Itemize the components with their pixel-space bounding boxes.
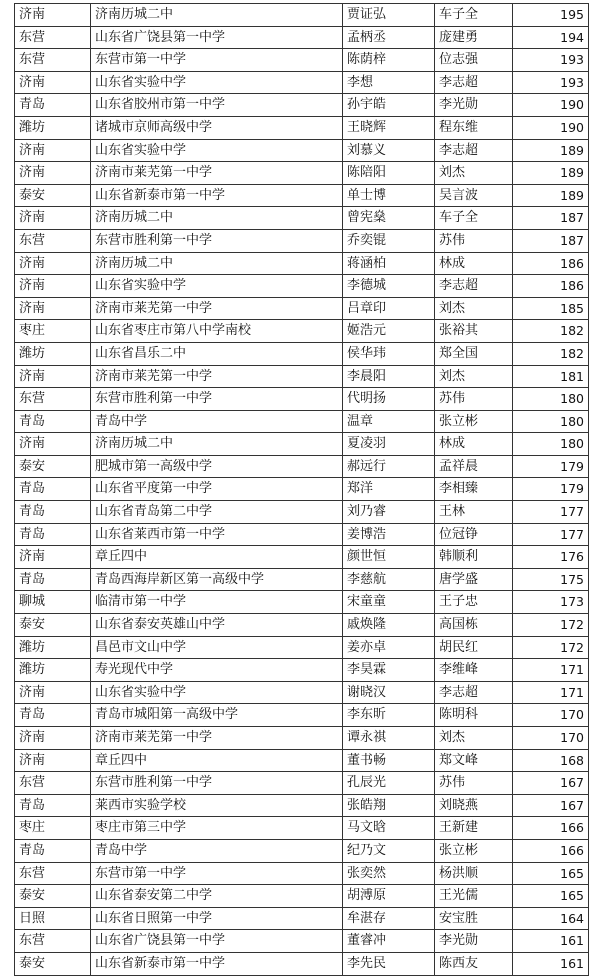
table-row — [15, 455, 589, 478]
table-row — [15, 636, 589, 659]
teacher-cell: 郑文峰 — [435, 749, 513, 772]
teacher-cell: 位冠铮 — [435, 523, 513, 546]
teacher-cell: 刘晓燕 — [435, 794, 513, 817]
city-cell: 泰安 — [15, 455, 91, 478]
table-row — [15, 681, 589, 704]
city-cell: 济南 — [15, 681, 91, 704]
score-cell: 182 — [513, 320, 589, 343]
teacher-cell: 李光勋 — [435, 94, 513, 117]
table-row — [15, 523, 589, 546]
school-cell: 山东省广饶县第一中学 — [91, 930, 343, 953]
city-cell: 日照 — [15, 907, 91, 930]
student-cell: 孟柄丞 — [343, 26, 435, 49]
table-row — [15, 116, 589, 139]
school-cell: 山东省新泰市第一中学 — [91, 952, 343, 975]
student-cell: 单士博 — [343, 184, 435, 207]
table-row — [15, 568, 589, 591]
school-cell: 青岛中学 — [91, 839, 343, 862]
student-cell: 蒋涵柏 — [343, 252, 435, 275]
city-cell: 青岛 — [15, 501, 91, 524]
student-cell: 孔辰光 — [343, 772, 435, 795]
student-cell: 李昊霖 — [343, 659, 435, 682]
student-cell: 刘慕义 — [343, 139, 435, 162]
city-cell: 枣庄 — [15, 817, 91, 840]
teacher-cell: 位志强 — [435, 49, 513, 72]
teacher-cell: 林成 — [435, 252, 513, 275]
score-cell: 189 — [513, 162, 589, 185]
city-cell: 泰安 — [15, 885, 91, 908]
teacher-cell: 胡民红 — [435, 636, 513, 659]
school-cell: 山东省胶州市第一中学 — [91, 94, 343, 117]
city-cell: 济南 — [15, 727, 91, 750]
table-row — [15, 478, 589, 501]
score-cell: 164 — [513, 907, 589, 930]
score-cell: 176 — [513, 546, 589, 569]
score-cell: 194 — [513, 26, 589, 49]
score-cell: 193 — [513, 71, 589, 94]
school-cell: 济南市莱芜第一中学 — [91, 297, 343, 320]
table-row — [15, 839, 589, 862]
city-cell: 济南 — [15, 749, 91, 772]
score-cell: 171 — [513, 681, 589, 704]
school-cell: 济南历城二中 — [91, 433, 343, 456]
school-cell: 山东省平度第一中学 — [91, 478, 343, 501]
school-cell: 山东省枣庄市第八中学南校 — [91, 320, 343, 343]
school-cell: 山东省实验中学 — [91, 275, 343, 298]
city-cell: 济南 — [15, 139, 91, 162]
table-row — [15, 49, 589, 72]
score-cell: 172 — [513, 614, 589, 637]
city-cell: 泰安 — [15, 952, 91, 975]
table-row — [15, 94, 589, 117]
teacher-cell: 刘杰 — [435, 727, 513, 750]
teacher-cell: 孟祥晨 — [435, 455, 513, 478]
student-cell: 牟湛存 — [343, 907, 435, 930]
school-cell: 济南历城二中 — [91, 4, 343, 27]
teacher-cell: 刘杰 — [435, 365, 513, 388]
table-row — [15, 433, 589, 456]
score-cell: 177 — [513, 501, 589, 524]
teacher-cell: 陈明科 — [435, 704, 513, 727]
city-cell: 青岛 — [15, 94, 91, 117]
score-cell: 189 — [513, 139, 589, 162]
school-cell: 临清市第一中学 — [91, 591, 343, 614]
score-cell: 181 — [513, 365, 589, 388]
table-row — [15, 26, 589, 49]
score-cell: 193 — [513, 49, 589, 72]
student-cell: 姜博浩 — [343, 523, 435, 546]
score-cell: 165 — [513, 862, 589, 885]
teacher-cell: 王光儒 — [435, 885, 513, 908]
score-cell: 166 — [513, 839, 589, 862]
school-cell: 章丘四中 — [91, 749, 343, 772]
teacher-cell: 庞建勇 — [435, 26, 513, 49]
city-cell: 青岛 — [15, 704, 91, 727]
table-row — [15, 907, 589, 930]
student-cell: 胡溥原 — [343, 885, 435, 908]
score-cell: 180 — [513, 433, 589, 456]
score-cell: 185 — [513, 297, 589, 320]
school-cell: 山东省实验中学 — [91, 71, 343, 94]
city-cell: 济南 — [15, 252, 91, 275]
city-cell: 青岛 — [15, 410, 91, 433]
teacher-cell: 李光勋 — [435, 930, 513, 953]
teacher-cell: 郑全国 — [435, 342, 513, 365]
city-cell: 济南 — [15, 297, 91, 320]
school-cell: 山东省泰安英雄山中学 — [91, 614, 343, 637]
teacher-cell: 刘杰 — [435, 297, 513, 320]
score-cell: 186 — [513, 252, 589, 275]
table-row — [15, 930, 589, 953]
teacher-cell: 王子忠 — [435, 591, 513, 614]
teacher-cell: 李维峰 — [435, 659, 513, 682]
student-cell: 孙宇皓 — [343, 94, 435, 117]
city-cell: 东营 — [15, 930, 91, 953]
city-cell: 泰安 — [15, 614, 91, 637]
teacher-cell: 李志超 — [435, 275, 513, 298]
teacher-cell: 车子全 — [435, 4, 513, 27]
student-cell: 董书畅 — [343, 749, 435, 772]
table-row — [15, 727, 589, 750]
teacher-cell: 刘杰 — [435, 162, 513, 185]
school-cell: 青岛中学 — [91, 410, 343, 433]
results-table — [14, 3, 589, 976]
score-cell: 180 — [513, 410, 589, 433]
school-cell: 肥城市第一高级中学 — [91, 455, 343, 478]
city-cell: 潍坊 — [15, 342, 91, 365]
student-cell: 温章 — [343, 410, 435, 433]
teacher-cell: 李志超 — [435, 139, 513, 162]
table-row — [15, 772, 589, 795]
city-cell: 青岛 — [15, 839, 91, 862]
school-cell: 枣庄市第三中学 — [91, 817, 343, 840]
student-cell: 李晨阳 — [343, 365, 435, 388]
city-cell: 东营 — [15, 388, 91, 411]
student-cell: 郝远行 — [343, 455, 435, 478]
student-cell: 颜世恒 — [343, 546, 435, 569]
city-cell: 青岛 — [15, 478, 91, 501]
city-cell: 东营 — [15, 772, 91, 795]
student-cell: 姬浩元 — [343, 320, 435, 343]
teacher-cell: 林成 — [435, 433, 513, 456]
school-cell: 山东省青岛第二中学 — [91, 501, 343, 524]
score-cell: 166 — [513, 817, 589, 840]
school-cell: 山东省昌乐二中 — [91, 342, 343, 365]
score-cell: 173 — [513, 591, 589, 614]
student-cell: 夏凌羽 — [343, 433, 435, 456]
student-cell: 陈荫梓 — [343, 49, 435, 72]
school-cell: 山东省实验中学 — [91, 681, 343, 704]
teacher-cell: 苏伟 — [435, 229, 513, 252]
score-cell: 177 — [513, 523, 589, 546]
score-cell: 187 — [513, 229, 589, 252]
table-row — [15, 207, 589, 230]
score-cell: 161 — [513, 952, 589, 975]
score-cell: 172 — [513, 636, 589, 659]
score-cell: 190 — [513, 116, 589, 139]
score-cell: 167 — [513, 772, 589, 795]
school-cell: 昌邑市文山中学 — [91, 636, 343, 659]
student-cell: 李慈航 — [343, 568, 435, 591]
city-cell: 济南 — [15, 162, 91, 185]
score-cell: 165 — [513, 885, 589, 908]
student-cell: 戚焕隆 — [343, 614, 435, 637]
teacher-cell: 张立彬 — [435, 839, 513, 862]
student-cell: 贾证弘 — [343, 4, 435, 27]
school-cell: 山东省广饶县第一中学 — [91, 26, 343, 49]
city-cell: 青岛 — [15, 523, 91, 546]
school-cell: 莱西市实验学校 — [91, 794, 343, 817]
city-cell: 济南 — [15, 433, 91, 456]
student-cell: 乔奕锟 — [343, 229, 435, 252]
score-cell: 171 — [513, 659, 589, 682]
student-cell: 侯华玮 — [343, 342, 435, 365]
score-cell: 190 — [513, 94, 589, 117]
student-cell: 纪乃文 — [343, 839, 435, 862]
table-row — [15, 252, 589, 275]
city-cell: 济南 — [15, 275, 91, 298]
table-row — [15, 659, 589, 682]
teacher-cell: 张裕其 — [435, 320, 513, 343]
table-row — [15, 229, 589, 252]
student-cell: 李先民 — [343, 952, 435, 975]
teacher-cell: 韩顺利 — [435, 546, 513, 569]
student-cell: 李德城 — [343, 275, 435, 298]
teacher-cell: 高国栋 — [435, 614, 513, 637]
score-cell: 179 — [513, 478, 589, 501]
school-cell: 东营市胜利第一中学 — [91, 388, 343, 411]
city-cell: 青岛 — [15, 794, 91, 817]
score-cell: 189 — [513, 184, 589, 207]
school-cell: 山东省实验中学 — [91, 139, 343, 162]
city-cell: 枣庄 — [15, 320, 91, 343]
score-cell: 195 — [513, 4, 589, 27]
student-cell: 陈陪阳 — [343, 162, 435, 185]
table-row — [15, 320, 589, 343]
table-row — [15, 275, 589, 298]
table-row — [15, 794, 589, 817]
teacher-cell: 车子全 — [435, 207, 513, 230]
school-cell: 济南历城二中 — [91, 252, 343, 275]
table-row — [15, 614, 589, 637]
teacher-cell: 王新建 — [435, 817, 513, 840]
student-cell: 李东昕 — [343, 704, 435, 727]
table-row — [15, 162, 589, 185]
score-cell: 175 — [513, 568, 589, 591]
teacher-cell: 吴言波 — [435, 184, 513, 207]
student-cell: 王晓辉 — [343, 116, 435, 139]
table-row — [15, 817, 589, 840]
city-cell: 东营 — [15, 49, 91, 72]
student-cell: 宋童童 — [343, 591, 435, 614]
student-cell: 董睿冲 — [343, 930, 435, 953]
table-row — [15, 139, 589, 162]
table-row — [15, 952, 589, 975]
city-cell: 东营 — [15, 229, 91, 252]
student-cell: 吕章印 — [343, 297, 435, 320]
student-cell: 姜亦卓 — [343, 636, 435, 659]
student-cell: 张奕然 — [343, 862, 435, 885]
school-cell: 济南市莱芜第一中学 — [91, 162, 343, 185]
teacher-cell: 唐学盛 — [435, 568, 513, 591]
school-cell: 章丘四中 — [91, 546, 343, 569]
table-row — [15, 71, 589, 94]
table-row — [15, 546, 589, 569]
teacher-cell: 程东维 — [435, 116, 513, 139]
table-row — [15, 749, 589, 772]
school-cell: 山东省莱西市第一中学 — [91, 523, 343, 546]
score-cell: 180 — [513, 388, 589, 411]
school-cell: 山东省泰安第二中学 — [91, 885, 343, 908]
table-row — [15, 297, 589, 320]
table-row — [15, 4, 589, 27]
city-cell: 青岛 — [15, 568, 91, 591]
school-cell: 济南市莱芜第一中学 — [91, 365, 343, 388]
teacher-cell: 苏伟 — [435, 388, 513, 411]
city-cell: 聊城 — [15, 591, 91, 614]
score-cell: 168 — [513, 749, 589, 772]
table-row — [15, 342, 589, 365]
student-cell: 张皓翔 — [343, 794, 435, 817]
city-cell: 济南 — [15, 546, 91, 569]
school-cell: 青岛西海岸新区第一高级中学 — [91, 568, 343, 591]
school-cell: 青岛市城阳第一高级中学 — [91, 704, 343, 727]
city-cell: 济南 — [15, 365, 91, 388]
score-cell: 179 — [513, 455, 589, 478]
teacher-cell: 李志超 — [435, 71, 513, 94]
school-cell: 诸城市京师高级中学 — [91, 116, 343, 139]
score-cell: 167 — [513, 794, 589, 817]
city-cell: 泰安 — [15, 184, 91, 207]
city-cell: 潍坊 — [15, 659, 91, 682]
teacher-cell: 张立彬 — [435, 410, 513, 433]
school-cell: 寿光现代中学 — [91, 659, 343, 682]
school-cell: 东营市第一中学 — [91, 862, 343, 885]
table-row — [15, 591, 589, 614]
table-row — [15, 410, 589, 433]
city-cell: 东营 — [15, 862, 91, 885]
city-cell: 潍坊 — [15, 116, 91, 139]
city-cell: 东营 — [15, 26, 91, 49]
table-row — [15, 365, 589, 388]
table-row — [15, 184, 589, 207]
teacher-cell: 王林 — [435, 501, 513, 524]
student-cell: 刘乃睿 — [343, 501, 435, 524]
teacher-cell: 陈西友 — [435, 952, 513, 975]
school-cell: 东营市胜利第一中学 — [91, 229, 343, 252]
score-cell: 187 — [513, 207, 589, 230]
student-cell: 代明扬 — [343, 388, 435, 411]
score-cell: 170 — [513, 727, 589, 750]
teacher-cell: 李相臻 — [435, 478, 513, 501]
table-row — [15, 885, 589, 908]
student-cell: 郑洋 — [343, 478, 435, 501]
score-cell: 186 — [513, 275, 589, 298]
score-cell: 170 — [513, 704, 589, 727]
teacher-cell: 苏伟 — [435, 772, 513, 795]
table-row — [15, 704, 589, 727]
city-cell: 济南 — [15, 207, 91, 230]
table-row — [15, 501, 589, 524]
student-cell: 谢晓汉 — [343, 681, 435, 704]
score-cell: 182 — [513, 342, 589, 365]
school-cell: 济南市莱芜第一中学 — [91, 727, 343, 750]
school-cell: 东营市第一中学 — [91, 49, 343, 72]
school-cell: 山东省新泰市第一中学 — [91, 184, 343, 207]
student-cell: 李想 — [343, 71, 435, 94]
school-cell: 济南历城二中 — [91, 207, 343, 230]
results-table-body — [15, 4, 589, 976]
student-cell: 谭永祺 — [343, 727, 435, 750]
teacher-cell: 李志超 — [435, 681, 513, 704]
school-cell: 山东省日照第一中学 — [91, 907, 343, 930]
teacher-cell: 安宝胜 — [435, 907, 513, 930]
table-row — [15, 388, 589, 411]
student-cell: 曾宪燊 — [343, 207, 435, 230]
score-cell: 161 — [513, 930, 589, 953]
table-row — [15, 862, 589, 885]
teacher-cell: 杨洪顺 — [435, 862, 513, 885]
city-cell: 济南 — [15, 71, 91, 94]
school-cell: 东营市胜利第一中学 — [91, 772, 343, 795]
city-cell: 济南 — [15, 4, 91, 27]
student-cell: 马文晗 — [343, 817, 435, 840]
city-cell: 潍坊 — [15, 636, 91, 659]
